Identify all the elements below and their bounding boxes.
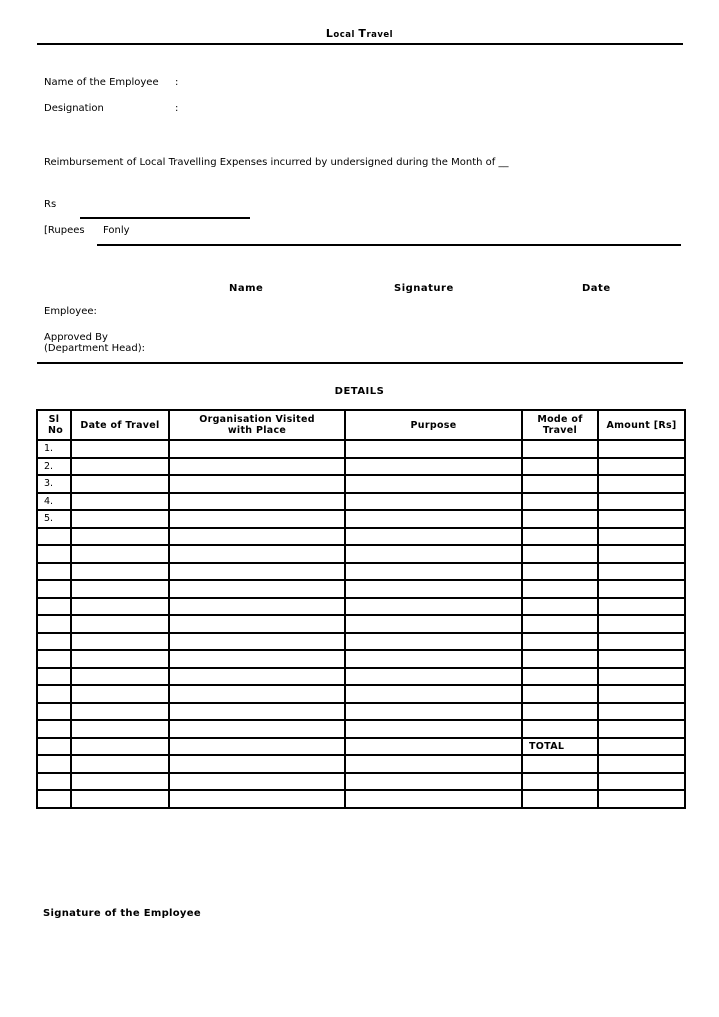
table-cell[interactable] [169, 755, 345, 773]
col-date-of-travel: Date of Travel [71, 410, 169, 440]
table-cell[interactable] [71, 755, 169, 773]
table-cell[interactable] [522, 475, 598, 493]
table-cell[interactable] [522, 598, 598, 616]
signoff-col-signature: Signature [394, 283, 454, 294]
table-row [37, 458, 685, 476]
table-cell[interactable] [345, 598, 522, 616]
details-body [37, 440, 685, 808]
table-cell[interactable] [522, 685, 598, 703]
sl-no-cell[interactable] [37, 528, 71, 546]
table-cell[interactable] [522, 510, 598, 528]
table-cell[interactable] [345, 545, 522, 563]
sl-no-cell[interactable] [37, 545, 71, 563]
table-cell[interactable] [522, 668, 598, 686]
table-row [37, 738, 685, 756]
employee-signature-label: Signature of the Employee [43, 908, 201, 919]
table-cell[interactable] [345, 528, 522, 546]
table-cell[interactable] [169, 528, 345, 546]
table-cell[interactable] [169, 790, 345, 808]
table-cell[interactable] [169, 475, 345, 493]
col-purpose: Purpose [345, 410, 522, 440]
table-cell[interactable] [71, 528, 169, 546]
table-cell[interactable] [169, 633, 345, 651]
table-cell[interactable] [71, 650, 169, 668]
table-cell[interactable] [598, 615, 685, 633]
sl-no-cell[interactable] [37, 685, 71, 703]
table-cell[interactable] [71, 493, 169, 511]
col-amount: Amount [Rs] [598, 410, 685, 440]
table-cell[interactable] [598, 633, 685, 651]
sl-no-cell[interactable] [37, 703, 71, 721]
table-cell[interactable] [522, 773, 598, 791]
table-cell[interactable] [522, 545, 598, 563]
table-cell[interactable] [169, 685, 345, 703]
designation-label: Designation [44, 103, 104, 114]
table-cell[interactable] [345, 650, 522, 668]
table-row [37, 615, 685, 633]
table-row [37, 580, 685, 598]
signoff-col-date: Date [582, 283, 611, 294]
col-mode-of-travel: Mode of Travel [522, 410, 598, 440]
table-cell[interactable] [169, 650, 345, 668]
table-row [37, 790, 685, 808]
table-cell[interactable] [598, 475, 685, 493]
table-cell[interactable] [345, 703, 522, 721]
employee-name-label: Name of the Employee [44, 77, 159, 88]
table-row [37, 650, 685, 668]
sl-no-cell[interactable]: 4. [37, 493, 71, 511]
table-cell[interactable] [522, 458, 598, 476]
table-cell[interactable] [522, 650, 598, 668]
table-cell[interactable] [169, 738, 345, 756]
employee-signoff-label: Employee: [44, 306, 97, 317]
title-text: ocal [333, 30, 359, 40]
table-cell[interactable] [598, 720, 685, 738]
col-organisation: Organisation Visited with Place [169, 410, 345, 440]
reimbursement-text: Reimbursement of Local Travelling Expenses incurred by undersigned during the Month of __ [44, 157, 509, 168]
table-row [37, 528, 685, 546]
sl-no-cell[interactable]: 3. [37, 475, 71, 493]
sl-no-cell[interactable] [37, 773, 71, 791]
table-cell[interactable] [598, 650, 685, 668]
title-rule [37, 43, 683, 45]
table-row [37, 493, 685, 511]
table-cell[interactable] [71, 458, 169, 476]
table-cell[interactable] [345, 440, 522, 458]
table-row [37, 633, 685, 651]
table-row [37, 440, 685, 458]
table-cell[interactable] [345, 720, 522, 738]
table-row [37, 510, 685, 528]
table-row [37, 475, 685, 493]
table-cell[interactable] [71, 615, 169, 633]
table-cell[interactable] [598, 458, 685, 476]
table-row [37, 685, 685, 703]
table-row [37, 668, 685, 686]
table-cell[interactable] [71, 580, 169, 598]
table-cell[interactable] [71, 475, 169, 493]
table-cell[interactable] [345, 563, 522, 581]
table-row [37, 703, 685, 721]
table-cell[interactable] [345, 458, 522, 476]
sl-no-cell[interactable]: 1. [37, 440, 71, 458]
table-cell[interactable] [522, 440, 598, 458]
rs-label: Rs [44, 199, 57, 210]
table-cell[interactable] [522, 720, 598, 738]
table-cell[interactable] [169, 563, 345, 581]
table-cell[interactable] [598, 738, 685, 756]
table-cell[interactable] [522, 703, 598, 721]
table-cell[interactable] [345, 615, 522, 633]
table-row [37, 720, 685, 738]
sl-no-cell[interactable] [37, 580, 71, 598]
table-cell[interactable] [345, 493, 522, 511]
table-cell[interactable] [169, 545, 345, 563]
sl-no-cell[interactable]: 2. [37, 458, 71, 476]
table-cell[interactable] [169, 580, 345, 598]
table-cell[interactable] [71, 633, 169, 651]
table-cell[interactable] [71, 720, 169, 738]
table-cell[interactable] [345, 668, 522, 686]
employee-name-colon: : [175, 77, 179, 88]
table-cell[interactable] [522, 580, 598, 598]
table-cell[interactable] [71, 510, 169, 528]
table-cell[interactable] [598, 440, 685, 458]
table-cell[interactable] [345, 510, 522, 528]
sl-no-cell[interactable] [37, 755, 71, 773]
table-cell[interactable] [598, 528, 685, 546]
table-cell[interactable] [71, 563, 169, 581]
dept-head-label: (Department Head): [44, 343, 146, 354]
signoff-rule [37, 362, 683, 364]
table-cell[interactable] [345, 738, 522, 756]
approved-by-label: Approved By [44, 332, 108, 343]
table-cell[interactable] [522, 528, 598, 546]
signoff-col-name: Name [229, 283, 264, 294]
total-label: TOTAL [522, 738, 598, 756]
table-cell[interactable] [598, 755, 685, 773]
table-cell[interactable] [169, 510, 345, 528]
col-sl-no: Sl No [37, 410, 71, 440]
table-cell[interactable] [598, 598, 685, 616]
table-cell[interactable] [71, 738, 169, 756]
table-cell[interactable] [345, 580, 522, 598]
table-row [37, 545, 685, 563]
table-cell[interactable] [71, 703, 169, 721]
table-cell[interactable] [169, 668, 345, 686]
details-header-row [37, 410, 685, 440]
table-cell[interactable] [169, 720, 345, 738]
table-cell[interactable] [598, 773, 685, 791]
sl-no-cell[interactable] [37, 738, 71, 756]
title-text: ravel [366, 30, 394, 40]
table-row [37, 563, 685, 581]
table-cell[interactable] [345, 475, 522, 493]
sl-no-cell[interactable]: 5. [37, 510, 71, 528]
table-cell[interactable] [522, 563, 598, 581]
table-cell[interactable] [169, 773, 345, 791]
sl-no-cell[interactable] [37, 720, 71, 738]
rupees-label: [Rupees [44, 225, 85, 236]
title-letter: T [358, 27, 367, 40]
sl-no-cell[interactable] [37, 650, 71, 668]
table-cell[interactable] [345, 773, 522, 791]
details-table [36, 409, 686, 809]
sl-no-cell[interactable] [37, 563, 71, 581]
sl-no-cell[interactable] [37, 633, 71, 651]
table-cell[interactable] [598, 545, 685, 563]
table-cell[interactable] [71, 773, 169, 791]
table-cell[interactable] [71, 598, 169, 616]
rs-amount-line[interactable] [80, 217, 250, 219]
table-cell[interactable] [71, 668, 169, 686]
table-cell[interactable] [169, 493, 345, 511]
table-cell[interactable] [169, 458, 345, 476]
table-row [37, 773, 685, 791]
table-cell[interactable] [598, 668, 685, 686]
designation-colon: : [175, 103, 179, 114]
table-cell[interactable] [598, 703, 685, 721]
table-cell[interactable] [345, 633, 522, 651]
table-cell[interactable] [71, 790, 169, 808]
table-cell[interactable] [522, 493, 598, 511]
table-cell[interactable] [598, 493, 685, 511]
table-cell[interactable] [169, 703, 345, 721]
title-letter: L [325, 27, 334, 40]
sl-no-cell[interactable] [37, 615, 71, 633]
sl-no-cell[interactable] [37, 668, 71, 686]
table-cell[interactable] [169, 598, 345, 616]
table-cell[interactable] [598, 510, 685, 528]
sl-no-cell[interactable] [37, 790, 71, 808]
table-cell[interactable] [598, 685, 685, 703]
table-cell[interactable] [345, 685, 522, 703]
table-row [37, 598, 685, 616]
table-cell[interactable] [522, 755, 598, 773]
table-row [37, 755, 685, 773]
table-cell[interactable] [522, 790, 598, 808]
table-cell[interactable] [71, 545, 169, 563]
table-cell[interactable] [169, 440, 345, 458]
table-cell[interactable] [522, 633, 598, 651]
table-cell[interactable] [71, 440, 169, 458]
table-cell[interactable] [522, 615, 598, 633]
table-cell[interactable] [345, 755, 522, 773]
table-cell[interactable] [169, 615, 345, 633]
sl-no-cell[interactable] [37, 598, 71, 616]
page-title [0, 27, 719, 40]
table-cell[interactable] [598, 790, 685, 808]
table-cell[interactable] [598, 563, 685, 581]
table-cell[interactable] [71, 685, 169, 703]
table-cell[interactable] [598, 580, 685, 598]
table-cell[interactable] [345, 790, 522, 808]
rupees-value: Fonly [103, 225, 130, 236]
details-heading: DETAILS [334, 386, 385, 397]
rupees-words-line[interactable] [97, 244, 681, 246]
